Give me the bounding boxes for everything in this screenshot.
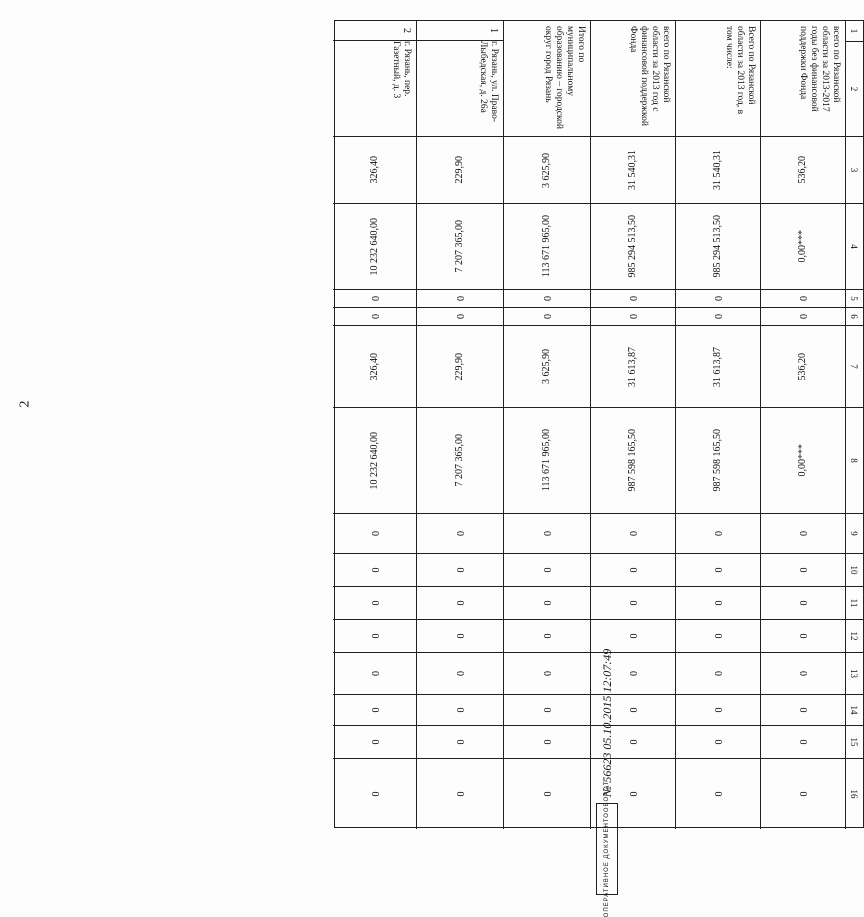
cell-col-5: 0 — [417, 290, 503, 308]
cell-col-11: 0 — [417, 587, 503, 620]
cell-col-7 — [591, 326, 675, 408]
cell-col-10: 0 — [761, 554, 845, 587]
cell-col-10: 0 — [417, 554, 503, 587]
stamp-text: № 56623 05.10.2015 12:07:49 — [599, 648, 614, 797]
cell-col-7 — [504, 326, 590, 408]
cell-col-15: 0 — [333, 726, 416, 759]
cell-col-5: 0 — [761, 290, 845, 308]
cell-col-7 — [761, 326, 845, 408]
cell-value: 7 207 365,00 — [454, 434, 466, 487]
cell-value: 326,40 — [369, 352, 380, 381]
cell-col-8 — [504, 408, 590, 514]
column-header-6: 6 — [846, 308, 863, 326]
cell-col-8 — [333, 408, 416, 514]
cell-col-4 — [591, 204, 675, 290]
cell-value: 31 540,31 — [712, 150, 724, 190]
row-label: всего по Рязанской области за 2013 год с финансовой поддержкой Фонда — [591, 21, 675, 137]
cell-col-9: 0 — [333, 514, 416, 554]
cell-col-16: 0 — [797, 791, 809, 797]
cell-col-3 — [591, 137, 675, 204]
column-header-11: 11 — [846, 587, 863, 620]
cell-value: 0,00*** — [797, 230, 809, 263]
column-number-header — [845, 21, 863, 829]
cell-col-14: 0 — [417, 695, 503, 726]
cell-value: 7 207 365,00 — [454, 220, 466, 273]
table-row — [503, 21, 590, 829]
cell-col-13: 0 — [504, 653, 590, 695]
row-number: 2 — [333, 21, 416, 41]
cell-value: 31 613,87 — [627, 346, 639, 387]
cell-value: 31 540,31 — [627, 150, 639, 190]
cell-col-10: 0 — [504, 554, 590, 587]
cell-value: 229,90 — [454, 156, 466, 184]
cell-col-5: 0 — [504, 290, 590, 308]
cell-col-16: 0 — [712, 791, 724, 797]
cell-col-13: 0 — [676, 653, 760, 695]
cell-col-12: 0 — [417, 620, 503, 653]
cell-col-3 — [676, 137, 760, 204]
cell-col-16: 0 — [627, 791, 639, 797]
column-header-2: 2 — [846, 42, 863, 137]
row-number: 1 — [417, 21, 503, 41]
cell-col-3 — [504, 137, 590, 204]
cell-col-13: 0 — [333, 653, 416, 695]
cell-value: 987 598 165,50 — [712, 429, 724, 492]
cell-col-14: 0 — [676, 695, 760, 726]
cell-col-16: 0 — [541, 791, 553, 797]
cell-col-3 — [333, 137, 416, 204]
cell-col-4 — [761, 204, 845, 290]
cell-value: 10 232 640,00 — [369, 431, 380, 490]
cell-col-15: 0 — [761, 726, 845, 759]
cell-value: 113 671 965,00 — [541, 215, 553, 278]
column-header-1: 1 — [846, 21, 863, 42]
cell-col-15: 0 — [417, 726, 503, 759]
cell-col-15: 0 — [591, 726, 675, 759]
row-label: Итого по муниципальному образованию – городской округ город Рязань — [504, 21, 590, 137]
column-header-8: 8 — [846, 408, 863, 514]
address-label: г. Рязань, ул. Право-Лыбедская, д. 26а — [478, 41, 499, 122]
column-header-14: 14 — [846, 695, 863, 726]
cell-col-16: 0 — [369, 791, 380, 797]
cell-col-6: 0 — [504, 308, 590, 326]
cell-col-5: 0 — [591, 290, 675, 308]
cell-col-10: 0 — [333, 554, 416, 587]
cell-col-13: 0 — [417, 653, 503, 695]
cell-col-14: 0 — [761, 695, 845, 726]
column-header-15: 15 — [846, 726, 863, 759]
column-header-16: 16 — [849, 789, 860, 799]
cell-col-12: 0 — [333, 620, 416, 653]
column-header-12: 12 — [846, 620, 863, 653]
table-row — [416, 21, 503, 829]
cell-col-4 — [417, 204, 503, 290]
cell-col-16: 0 — [454, 791, 466, 797]
cell-value: 113 671 965,00 — [541, 429, 553, 492]
address-cell — [333, 21, 416, 137]
cell-col-3 — [417, 137, 503, 204]
cell-col-8 — [676, 408, 760, 514]
cell-col-9: 0 — [591, 514, 675, 554]
registration-stamp — [596, 648, 618, 917]
column-header-10: 10 — [846, 554, 863, 587]
address-label: г. Рязань, пер. Газетный, д. 3 — [391, 41, 412, 99]
cell-col-6: 0 — [761, 308, 845, 326]
column-header-13: 13 — [846, 653, 863, 695]
cell-col-13: 0 — [591, 653, 675, 695]
cell-col-4 — [676, 204, 760, 290]
table-row — [333, 21, 416, 829]
cell-col-6: 0 — [417, 308, 503, 326]
cell-col-8 — [591, 408, 675, 514]
page-number: 2 — [17, 400, 33, 408]
column-header-4: 4 — [846, 204, 863, 290]
cell-col-10: 0 — [676, 554, 760, 587]
cell-col-13: 0 — [761, 653, 845, 695]
cell-col-12: 0 — [676, 620, 760, 653]
cell-col-15: 0 — [504, 726, 590, 759]
cell-col-6: 0 — [676, 308, 760, 326]
stamp-logo: ОПЕРАТИВНОЕ ДОКУМЕНТООБОРОТ — [596, 803, 618, 895]
column-header-3: 3 — [846, 137, 863, 204]
cell-col-6: 0 — [591, 308, 675, 326]
cell-col-11: 0 — [761, 587, 845, 620]
cell-col-5: 0 — [333, 290, 416, 308]
cell-col-12: 0 — [761, 620, 845, 653]
cell-col-8 — [417, 408, 503, 514]
cell-col-4 — [504, 204, 590, 290]
cell-col-5: 0 — [676, 290, 760, 308]
cell-col-11: 0 — [591, 587, 675, 620]
cell-value: 536,20 — [797, 156, 809, 184]
cell-col-9: 0 — [417, 514, 503, 554]
cell-col-12: 0 — [504, 620, 590, 653]
cell-value: 326,40 — [369, 156, 380, 184]
column-header-7: 7 — [846, 326, 863, 408]
cell-col-11: 0 — [333, 587, 416, 620]
cell-col-9: 0 — [676, 514, 760, 554]
cell-col-12: 0 — [591, 620, 675, 653]
cell-value: 536,20 — [797, 352, 809, 381]
cell-col-6: 0 — [333, 308, 416, 326]
cell-col-15: 0 — [676, 726, 760, 759]
cell-col-4 — [333, 204, 416, 290]
column-header-5: 5 — [846, 290, 863, 308]
table-row — [675, 21, 760, 829]
cell-value: 985 294 513,50 — [627, 215, 639, 278]
cell-value: 31 613,87 — [712, 346, 724, 387]
cell-value: 985 294 513,50 — [712, 215, 724, 278]
cell-value: 987 598 165,50 — [627, 429, 639, 492]
cell-col-14: 0 — [333, 695, 416, 726]
column-header-9: 9 — [846, 514, 863, 554]
cell-value: 3 625,90 — [541, 349, 553, 384]
cell-col-7 — [417, 326, 503, 408]
row-label: всего по Рязанской области за 2013-2017 годы без финансовой поддержки Фонда — [761, 21, 845, 137]
cell-col-9: 0 — [761, 514, 845, 554]
cell-col-8 — [761, 408, 845, 514]
cell-col-9: 0 — [504, 514, 590, 554]
row-label: Всего по Рязанской области за 2013 год, в том числе: — [676, 21, 760, 137]
cell-col-14: 0 — [591, 695, 675, 726]
cell-value: 0,00*** — [797, 444, 809, 477]
cell-col-7 — [676, 326, 760, 408]
cell-col-10: 0 — [591, 554, 675, 587]
cell-col-11: 0 — [504, 587, 590, 620]
cell-col-7 — [333, 326, 416, 408]
cell-col-11: 0 — [676, 587, 760, 620]
cell-value: 10 232 640,00 — [369, 217, 380, 276]
address-cell — [417, 21, 503, 137]
cell-value: 229,90 — [454, 352, 466, 381]
cell-value: 3 625,90 — [541, 152, 553, 188]
cell-col-14: 0 — [504, 695, 590, 726]
table-row — [760, 21, 845, 829]
cell-col-3 — [761, 137, 845, 204]
